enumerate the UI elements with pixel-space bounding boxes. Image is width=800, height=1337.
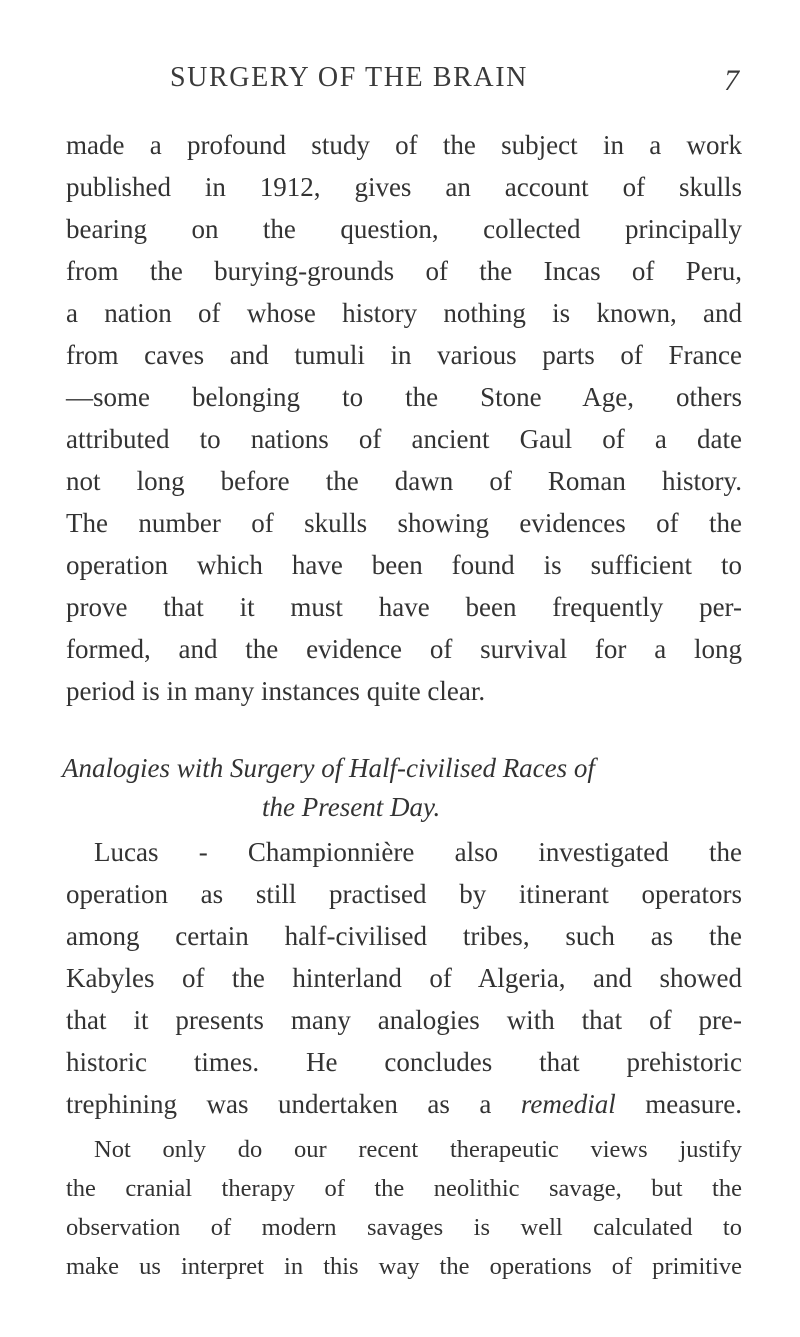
heading-line-2: the Present Day. xyxy=(262,792,441,822)
text-line: historic times. He concludes that prehistoric xyxy=(66,1047,742,1077)
text-line: prove that it must have been frequently per- xyxy=(66,592,742,622)
text-line: from the burying-grounds of the Incas of Peru, xyxy=(66,256,742,286)
text-line: operation as still practised by itinerant operators xyxy=(66,879,742,909)
text-line: among certain half-civilised tribes, such as the xyxy=(66,921,742,951)
text-line: The number of skulls showing evidences of the xyxy=(66,508,742,538)
text-line: make us interpret in this way the operations of primitive xyxy=(66,1253,742,1280)
text-line: observation of modern savages is well calculated to xyxy=(66,1214,742,1241)
text-line: Lucas - Championnière also investigated the xyxy=(94,837,742,867)
text-line: period is in many instances quite clear. xyxy=(66,676,486,706)
page-number: 7 xyxy=(724,64,739,97)
text-line: published in 1912, gives an account of skulls xyxy=(66,172,742,202)
text-line: attributed to nations of ancient Gaul of a date xyxy=(66,424,742,454)
running-title: SURGERY OF THE BRAIN xyxy=(170,62,528,93)
emphasized-word: remedial xyxy=(520,1089,616,1119)
text-fragment: trephining was undertaken as a xyxy=(66,1089,521,1119)
text-line: not long before the dawn of Roman history. xyxy=(66,466,742,496)
text-line: Kabyles of the hinterland of Algeria, and showed xyxy=(66,963,742,993)
heading-line-1: Analogies with Surgery of Half-civilised Races of xyxy=(62,753,595,783)
text-line: from caves and tumuli in various parts of France xyxy=(66,340,742,370)
text-line: Not only do our recent therapeutic views justify xyxy=(94,1136,742,1163)
text-line: a nation of whose history nothing is known, and xyxy=(66,298,742,328)
text-line: —some belonging to the Stone Age, others xyxy=(66,382,742,412)
text-line: that it presents many analogies with that of pre- xyxy=(66,1005,742,1035)
text-line: made a profound study of the subject in a work xyxy=(66,130,742,160)
text-line: the cranial therapy of the neolithic savage, but the xyxy=(66,1175,742,1202)
running-header xyxy=(0,62,800,102)
text-line: operation which have been found is sufficient to xyxy=(66,550,742,580)
text-line: bearing on the question, collected principally xyxy=(66,214,742,244)
text-line-emphasis xyxy=(66,1084,742,1124)
text-fragment: measure. xyxy=(615,1089,743,1119)
text-line: formed, and the evidence of survival for a long xyxy=(66,634,742,664)
